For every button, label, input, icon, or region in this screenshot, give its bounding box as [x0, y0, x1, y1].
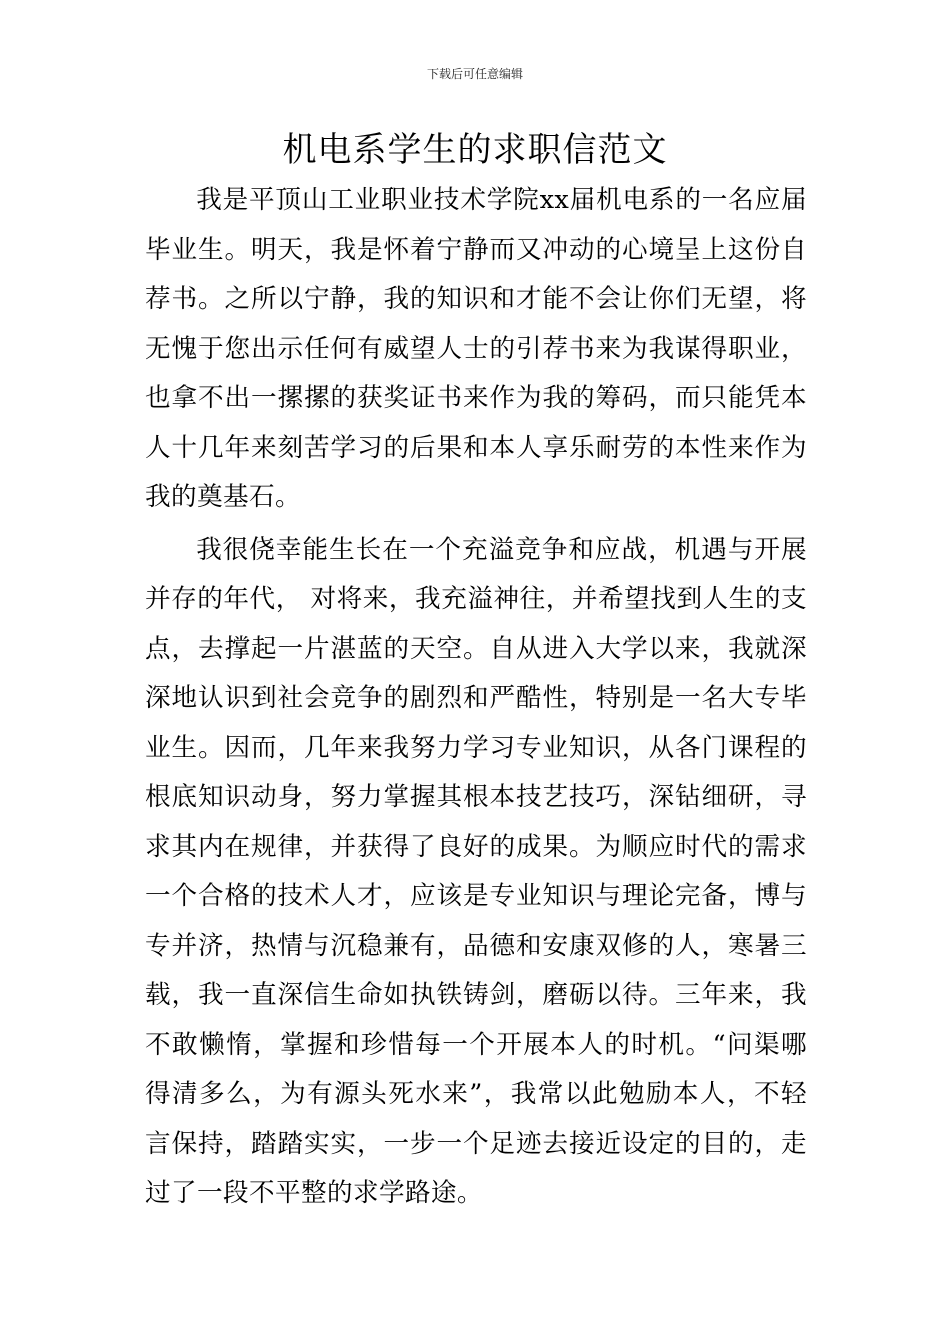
- document-body: [145, 176, 807, 1219]
- paragraph-2: 我很侥幸能生长在一个充溢竞争和应战，机遇与开展并存的年代， 对将来，我充溢神往，并希望找到人生的支点，去撑起一片湛蓝的天空。自从进入大学以来，我就深深地认识到社会竞争的剧烈和严酷性，特别是一名大专毕业生。因而，几年来我努力学习专业知识，从各门课程的根底知识动身，努力掌握其根本技艺技巧，深钻细研，寻求其内在规律，并获得了良好的成果。为顺应时代的需求一个合格的技术人才，应该是专业知识与理论完备，博与专并济，热情与沉稳兼有，品德和安康双修的人，寒暑三载，我一直深信生命如执铁铸剑，磨砺以待。三年来，我不敢懒惰，掌握和珍惜每一个开展本人的时机。“问渠哪得清多么，为有源头死水来”，我常以此勉励本人，不轻言保持，踏踏实实，一步一个足迹去接近设定的目的，走过了一段不平整的求学路途。: [145, 534, 807, 1208]
- page-title: 机电系学生的求职信范文: [282, 130, 668, 170]
- paragraph-1: 我是平顶山工业职业技术学院xx届机电系的一名应届毕业生。明天，我是怀着宁静而又冲动的心境呈上这份自荐书。之所以宁静，我的知识和才能不会让你们无望，将无愧于您出示任何有威望人士的引荐书来为我谋得职业，也拿不出一摞摞的获奖证书来作为我的筹码，而只能凭本人十几年来刻苦学习的后果和本人享乐耐劳的本性来作为我的奠基石。: [145, 185, 807, 512]
- header-note: 下载后可任意编辑: [426, 67, 523, 81]
